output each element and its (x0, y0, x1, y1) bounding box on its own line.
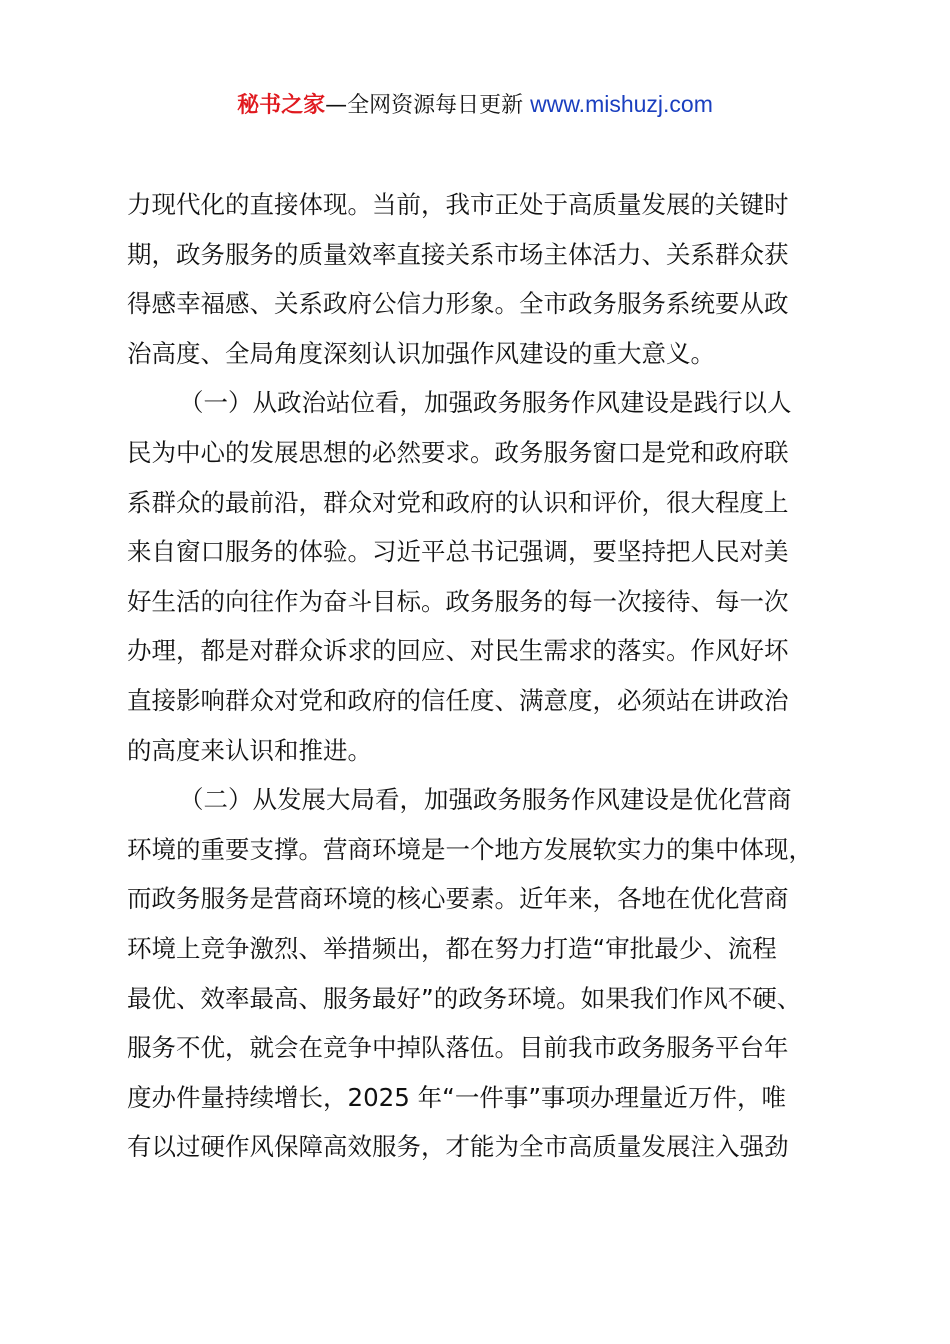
text-line: （一）从政治站位看，加强政务服务作风建设是践行以人 (179, 388, 792, 418)
text-line: （二）从发展大局看，加强政务服务作风建设是优化营商 (179, 785, 792, 815)
text-line: 环境的重要支撑。营商环境是一个地方发展软实力的集中体现， (127, 834, 813, 864)
text-line: 环境上竞争激烈、举措频出，都在努力打造“审批最少、流程 (127, 933, 777, 963)
brand-name: 秘书之家 (237, 93, 326, 118)
header-tagline: —全网资源每日更新 (325, 93, 531, 118)
text-line: 好生活的向往作为奋斗目标。政务服务的每一次接待、每一次 (127, 586, 789, 616)
text-line: 来自窗口服务的体验。习近平总书记强调，要坚持把人民对美 (127, 537, 789, 567)
text-line: 服务不优，就会在竞争中掉队落伍。目前我市政务服务平台年 (127, 1033, 789, 1063)
text-line: 系群众的最前沿，群众对党和政府的认识和评价，很大程度上 (127, 487, 789, 517)
paragraph-political-stance (127, 378, 847, 775)
text-line: 民为中心的发展思想的必然要求。政务服务窗口是党和政府联 (127, 437, 789, 467)
text-line: 得感幸福感、关系政府公信力形象。全市政务服务系统要从政 (127, 289, 789, 319)
paragraph-development-overview (127, 775, 847, 1172)
website-link[interactable]: www.mishuzj.com (530, 91, 713, 117)
text-line: 而政务服务是营商环境的核心要素。近年来，各地在优化营商 (127, 884, 789, 914)
text-line: 度办件量持续增长，2025 年“一件事”事项办理量近万件，唯 (127, 1082, 787, 1112)
text-line: 期，政务服务的质量效率直接关系市场主体活力、关系群众获 (127, 239, 789, 269)
text-line: 力现代化的直接体现。当前，我市正处于高质量发展的关键时 (127, 190, 789, 219)
paragraph-continuation (127, 180, 847, 378)
text-line: 有以过硬作风保障高效服务，才能为全市高质量发展注入强劲 (127, 1132, 789, 1162)
text-line: 治高度、全局角度深刻认识加强作风建设的重大意义。 (127, 338, 715, 368)
text-line: 办理，都是对群众诉求的回应、对民生需求的落实。作风好坏 (127, 636, 789, 666)
document-body (127, 180, 847, 1172)
text-line: 的高度来认识和推进。 (127, 735, 372, 765)
text-line: 直接影响群众对党和政府的信任度、满意度，必须站在讲政治 (127, 685, 789, 715)
page-header (0, 88, 950, 122)
text-line: 最优、效率最高、服务最好”的政务环境。如果我们作风不硬、 (127, 983, 802, 1013)
